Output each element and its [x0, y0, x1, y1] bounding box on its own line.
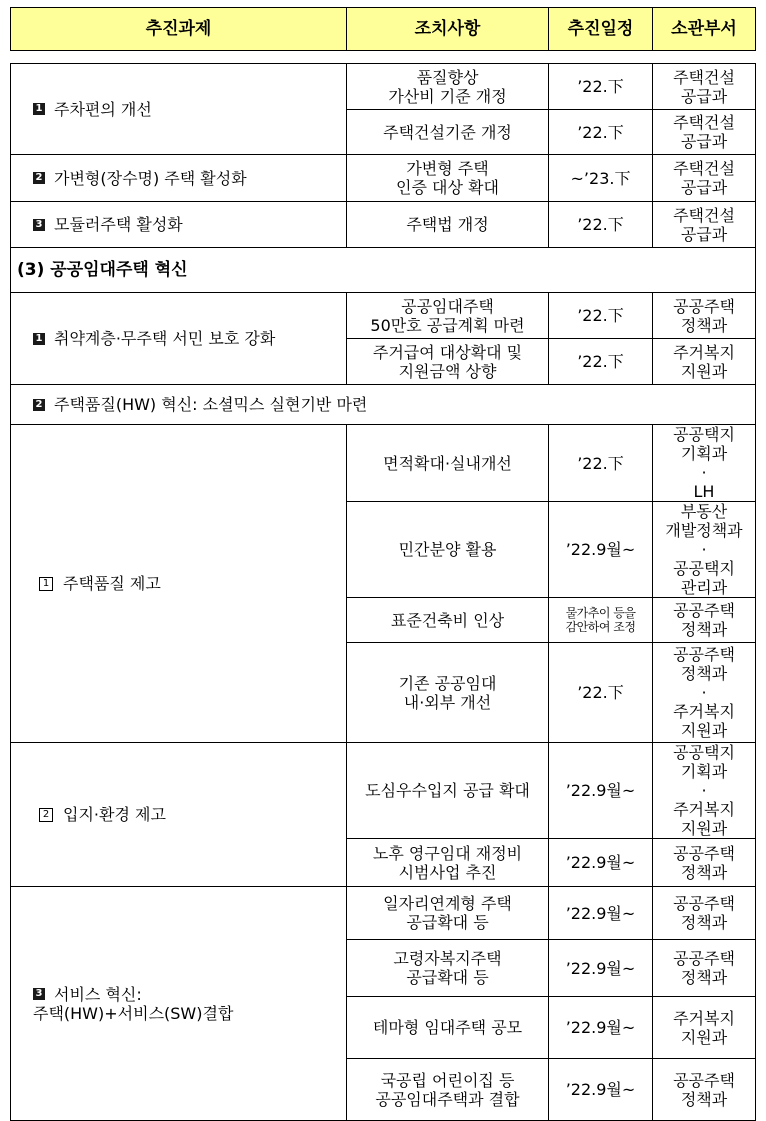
number-marker: 1 [39, 577, 53, 591]
department-cell: 주택건설 공급과 [653, 202, 756, 248]
department-cell: 공공주택 정책과 [653, 839, 756, 887]
action-cell: 고령자복지주택 공급확대 등 [347, 940, 549, 997]
department-cell: 공공주택 정책과 [653, 598, 756, 643]
department-cell: 공공주택 정책과 [653, 1059, 756, 1121]
header-schedule: 추진일정 [549, 8, 653, 51]
table-row [11, 743, 756, 839]
header-department: 소관부서 [653, 8, 756, 51]
task-label: 주차편의 개선 [54, 99, 152, 119]
schedule-cell: ’22.9월~ [549, 839, 653, 887]
header-action: 조치사항 [347, 8, 549, 51]
department-cell: 공공주택 정책과 · 주거복지 지원과 [653, 643, 756, 743]
department-cell: 주택건설 공급과 [653, 155, 756, 202]
department-cell: 주거복지 지원과 [653, 339, 756, 385]
schedule-cell: ’22.9월~ [549, 940, 653, 997]
table-row [11, 887, 756, 940]
header-row [11, 8, 756, 51]
department-cell: 주거복지 지원과 [653, 997, 756, 1059]
number-marker: 1 [33, 333, 45, 345]
number-marker: 3 [33, 219, 45, 231]
action-cell: 도심우수입지 공급 확대 [347, 743, 549, 839]
table-row [11, 64, 756, 110]
task-label: 입지·환경 제고 [63, 805, 166, 824]
department-cell: 공공주택 정책과 [653, 887, 756, 940]
task-label: 서비스 혁신: 주택(HW)+서비스(SW)결합 [33, 984, 234, 1023]
action-cell: 기존 공공임대 내·외부 개선 [347, 643, 549, 743]
task-label: 가변형(장수명) 주택 활성화 [54, 168, 247, 188]
task-cell [11, 293, 347, 385]
table-row [11, 425, 756, 502]
department-cell: 공공주택 정책과 [653, 293, 756, 339]
schedule-cell: ~’23.下 [549, 155, 653, 202]
schedule-cell: ’22.9월~ [549, 502, 653, 598]
task-cell [11, 425, 347, 743]
task-cell [11, 64, 347, 155]
schedule-cell: ’22.9월~ [549, 887, 653, 940]
main-table [10, 63, 756, 1121]
schedule-cell: ’22.下 [549, 425, 653, 502]
department-cell: 공공택지 기획과 · 주거복지 지원과 [653, 743, 756, 839]
schedule-cell: ’22.下 [549, 202, 653, 248]
department-cell: 주택건설 공급과 [653, 110, 756, 155]
department-cell: 부동산 개발정책과 · 공공택지 관리과 [653, 502, 756, 598]
action-cell: 주택건설기준 개정 [347, 110, 549, 155]
number-marker: 2 [33, 399, 45, 411]
action-cell: 주택법 개정 [347, 202, 549, 248]
schedule-cell: ’22.下 [549, 293, 653, 339]
table-row [11, 293, 756, 339]
schedule-cell: ’22.9월~ [549, 743, 653, 839]
task-label: 주택품질 제고 [63, 574, 161, 593]
number-marker: 2 [33, 172, 45, 184]
table-row [11, 385, 756, 425]
schedule-cell: ’22.下 [549, 110, 653, 155]
task-label: 모듈러주택 활성화 [54, 215, 183, 234]
action-cell: 가변형 주택 인증 대상 확대 [347, 155, 549, 202]
number-marker: 1 [33, 103, 45, 115]
action-cell: 공공임대주택 50만호 공급계획 마련 [347, 293, 549, 339]
action-cell: 노후 영구임대 재정비 시범사업 추진 [347, 839, 549, 887]
schedule-cell: ’22.9월~ [549, 997, 653, 1059]
department-cell: 공공택지 기획과 · LH [653, 425, 756, 502]
task-label: 취약계층·무주택 서민 보호 강화 [54, 329, 276, 348]
number-marker: 2 [39, 808, 53, 822]
table-row [11, 202, 756, 248]
task-label: 주택품질(HW) 혁신: 소셜믹스 실현기반 마련 [54, 395, 368, 414]
department-cell: 주택건설 공급과 [653, 64, 756, 110]
number-marker: 3 [33, 988, 45, 1000]
action-cell: 테마형 임대주택 공모 [347, 997, 549, 1059]
task-cell [11, 385, 756, 425]
task-cell [11, 155, 347, 202]
table-row [11, 155, 756, 202]
action-cell: 주거급여 대상확대 및 지원금액 상향 [347, 339, 549, 385]
task-cell [11, 202, 347, 248]
schedule-cell: ’22.9월~ [549, 1059, 653, 1121]
action-cell: 표준건축비 인상 [347, 598, 549, 643]
action-cell: 일자리연계형 주택 공급확대 등 [347, 887, 549, 940]
action-cell: 면적확대·실내개선 [347, 425, 549, 502]
schedule-cell: ’22.下 [549, 643, 653, 743]
task-cell [11, 743, 347, 887]
action-cell: 품질향상 가산비 기준 개정 [347, 64, 549, 110]
action-cell: 민간분양 활용 [347, 502, 549, 598]
department-cell: 공공주택 정책과 [653, 940, 756, 997]
header-table [10, 7, 756, 51]
section-title: (3) 공공임대주택 혁신 [11, 248, 756, 293]
header-task: 추진과제 [11, 8, 347, 51]
section-row [11, 248, 756, 293]
schedule-cell: 물가추이 등을 감안하여 조정 [549, 598, 653, 643]
schedule-cell: ’22.下 [549, 339, 653, 385]
task-cell [11, 887, 347, 1121]
schedule-cell: ’22.下 [549, 64, 653, 110]
action-cell: 국공립 어린이집 등 공공임대주택과 결합 [347, 1059, 549, 1121]
